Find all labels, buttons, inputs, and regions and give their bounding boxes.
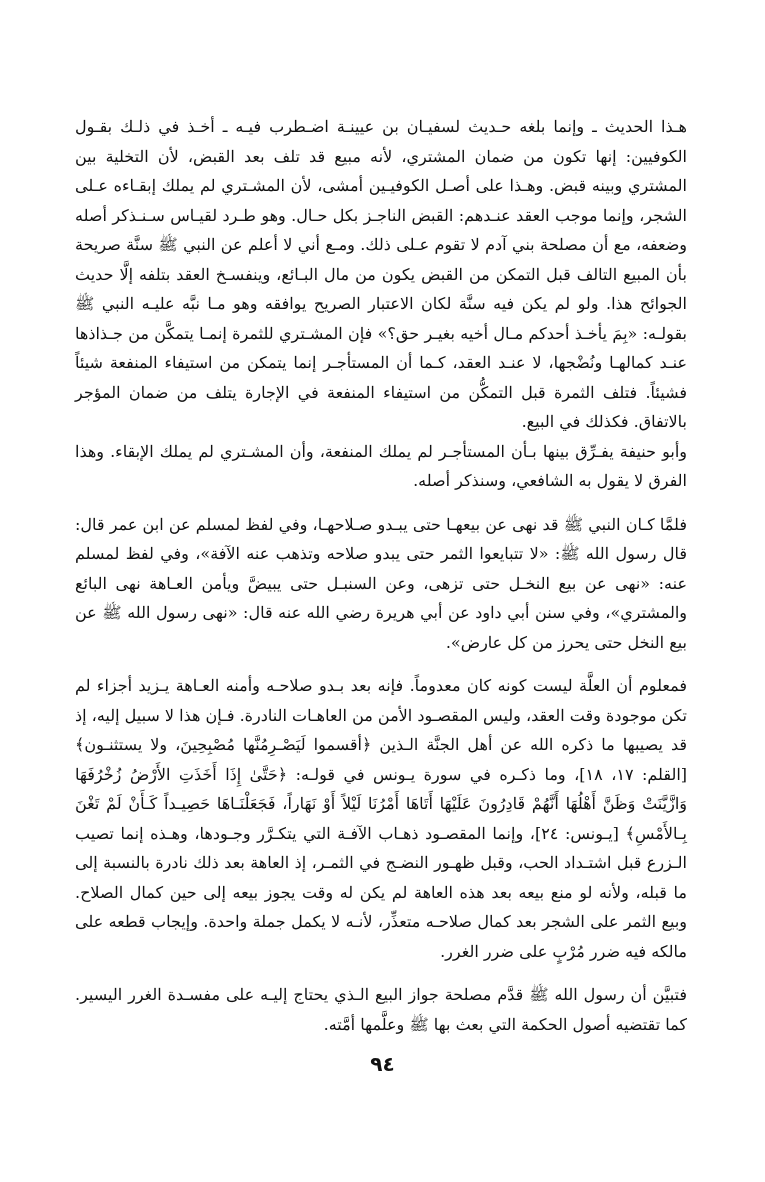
paragraph: هـذا الحديث ـ وإنما بلغه حـديث لسفيـان بن عيينـة اضـطرب فيـه ـ أخـذ في ذلـك بقـول الكوفيين: إنها تكون من ضمان المشتري، لأنه مبيع قد تلف بعد القبض، لأن التخلية بين المشتري وبينه قبض. وهـذا على أصـل الكوفيـين أمشى، لأن المشـتري لم يملك إبقـاءه عـلى الشجر، وإنما موجب العقد عنـدهم: القبض الناجـز بكل حـال. وهو طـرد لقيـاس سـنـذكر أصله وضعفه، مع أن مصلحة بني آدم لا تقوم عـلى ذلك. ومـع أني لا أعلم عن النبي ﷺ سنَّة صريحة بأن المبيع التالف قبل التمكن من القبض يكون من مال البـائع، وينفسـخ العقد بتلفه إلَّا حديث الجوائح هذا. ولو لم يكن فيه سنَّة لكان الاعتبار الصريح يوافقه وهو مـا نبَّه عليـه النبي ﷺ بقولـه: «بِمَ يأخـذ أحدكم مـال أخيه بغيـر حق؟» فإن المشـتري للثمرة إنمـا يتمكَّن من جـذاذها عنـد كمالهـا ونُضْجها، لا عنـد العقد، كـما أن المستأجـر إنما يتمكن من استيفاء المنفعة شيئاً فشيئاً. فتلف الثمرة قبل التمكُّن من استيفاء المنفعة في الإجارة يتلف من ضمان المؤجر بالاتفاق. فكذلك في البيع. [75, 117, 687, 431]
paragraph: وأبو حنيفة يفـرِّق بينها بـأن المستأجـر لم يملك المنفعة، وأن المشـتري لم يملك الإبقاء. وهذا الفرق لا يقول به الشافعي، وسنذكر أصله. [75, 441, 687, 490]
page-body [75, 112, 687, 1039]
paragraph: فمعلوم أن العلَّة ليست كونه كان معدوماً. فإنه بعد بـدو صلاحـه وأمنه العـاهة يـزيد أجزاء لم تكن موجودة وقت العقد، وليس المقصـود الأمن من العاهـات النادرة. فـإن هذا لا سبيل إليه، إذ قد يصيبها ما ذكره الله عن أهل الجنَّة الـذين ﴿أقسموا لَيَصْـرِمُنَّها مُصْبِحِينَ، ولا يستثنـون﴾ [القلم: ١٧، ١٨]، وما ذكـره في سورة يـونس في قولـه: ﴿حَتَّىٰ إِذَا أَخَذَتِ الأَرْضُ زُخْرُفَهَا وَازَّيَّنَتْ وَظَنَّ أَهْلُهَا أَنَّهُمْ قَادِرُونَ عَلَيْهَا أَتَاهَا أَمْرُنَا لَيْلاً أَوْ نَهَاراً، فَجَعَلْنَـاهَا حَصِيـداً كَـأَنْ لَمْ تَغْنَ بِـالأَمْسِ﴾ [يـونس: ٢٤]، وإنما المقصـود ذهـاب الآفـة التي يتكـرَّر وجـودها، وهـذه إنما تصيب الـزرع قبل اشتـداد الحب، وقبل ظهـور النضـج في الثمـر، إذ العاهة بعد ذلك نادرة بالنسبة إلى ما قبله، ولأنه لو منع بيعه بعد هذه العاهة لم يكن له وقت يجوز بيعه إلى حين كمال الصلاح. وبيع الثمر على الشجر بعد كمال صلاحـه متعذِّر، لأنـه لا يكمل جملة واحدة. وإيجاب قطعه على مالكه فيه ضرر مُرْبٍ على ضرر الغرر. [75, 676, 688, 961]
paragraph: فلمَّا كـان النبي ﷺ قد نهى عن بيعهـا حتى يبـدو صـلاحهـا، وفي لفظ لمسلم عن ابن عمر قال: قال رسول الله ﷺ: «لا تتبايعوا الثمر حتى يبدو صلاحه وتذهب عنه الآفة»، وفي لفظ لمسلم عنه: «نهى عن بيع النخـل حتى تزهى، وعن السنبـل حتى يبيضَّ ويأمن العـاهة نهى البائع والمشتري»، وفي سنن أبي داود عن أبي هريرة رضي الله عنه قال: «نهى رسول الله ﷺ عن بيع النخل حتى يحرز من كل عارض». [75, 514, 687, 652]
paragraph: فتبيَّن أن رسول الله ﷺ قدَّم مصلحة جواز البيع الـذي يحتاج إليـه على مفسـدة الغرر اليسير. كما تقتضيه أصول الحكمة التي بعث بها ﷺ وعلَّمها أمَّته. [75, 985, 687, 1034]
page-number: ٩٤ [370, 1052, 395, 1076]
